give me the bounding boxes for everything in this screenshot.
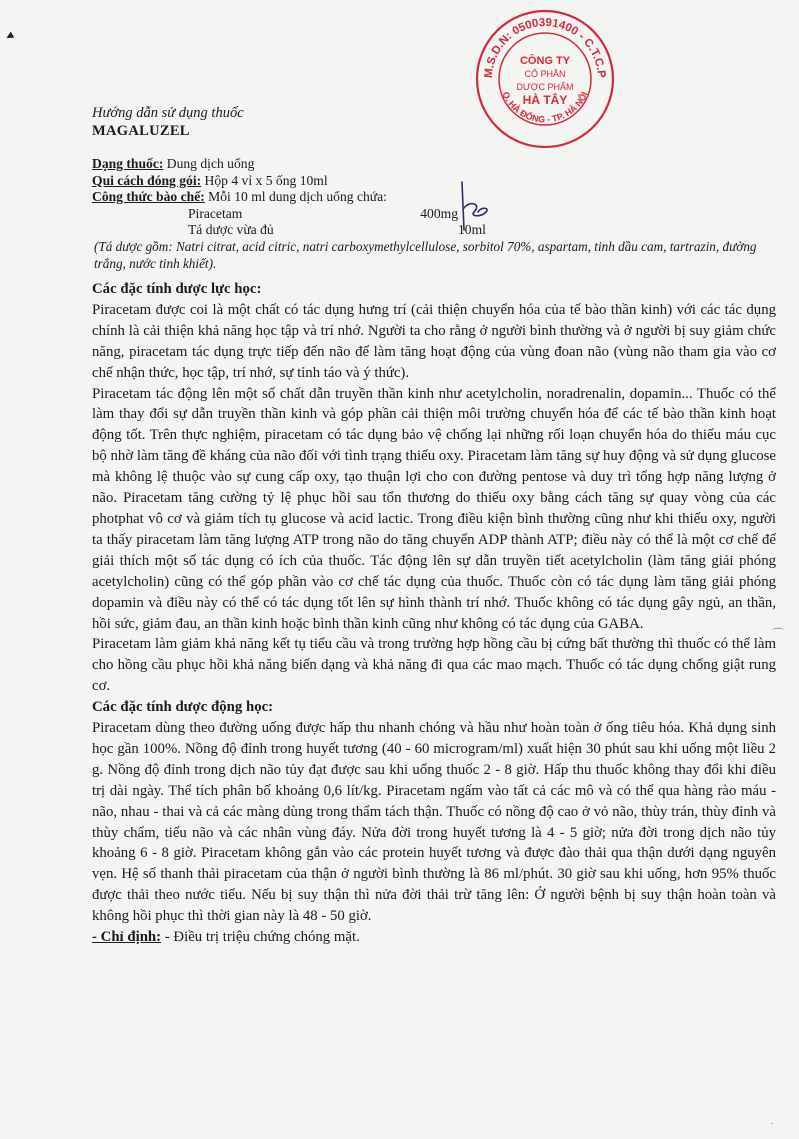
formula-row xyxy=(92,189,772,206)
packaging-row xyxy=(92,173,772,190)
indication-label: Chỉ định: xyxy=(100,929,162,946)
pharmacodynamics-heading: Các đặc tính dược lực học: xyxy=(92,281,262,297)
paragraph: Piracetam được coi là một chất có tác dụng hưng trí (cải thiện chuyển hóa của tế bào thần kinh) với các tác dụng chính là cải thiện khả năng học tập và trí nhớ. Người ta cho rằng ở người bình thường và ở người bị suy giảm chức năng, piracetam tác dụng trực tiếp đến não để làm tăng hoạt động của vùng đoan não (vùng não tham gia vào cơ chế nhận thức, học tập, trí nhớ, sự tỉnh táo và ý thức). xyxy=(92,301,776,381)
stamp-outer-text: M.S.D.N: 0500391400 - C.T.C.P xyxy=(482,16,608,79)
ingredient-amount: 10ml xyxy=(458,222,486,238)
paragraph: Piracetam làm giảm khả năng kết tụ tiểu cầu và trong trường hợp hồng cầu bị cứng bất thường thì thuốc có thể làm cho hồng cầu phục hồi khả năng biến dạng và khả năng đi qua các mao mạch. Thuốc có tác dụng chống giật rung cơ. xyxy=(92,636,776,695)
edge-mark: · xyxy=(770,1118,774,1130)
edge-mark: ⌒ xyxy=(772,627,785,641)
document-body xyxy=(92,279,776,948)
paragraph: Piracetam dùng theo đường uống được hấp thu nhanh chóng và hầu như hoàn toàn ở ống tiêu hóa. Khả dụng sinh học gần 100%. Nồng độ đỉnh trong huyết tương (40 - 60 microgram/ml) xuất hiện 30 phút sau khi uống một liều 2 g. Nồng độ đỉnh trong dịch não tủy đạt được sau khi uống thuốc 2 - 8 giờ. Hấp thu thuốc không thay đổi khi điều trị dài ngày. Thể tích phân bố khoảng 0,6 lít/kg. Piracetam ngấm vào tất cả các mô và có thể qua hàng rào máu - não, nhau - thai và cả các màng dùng trong thẩm tách thận. Thuốc có nồng độ cao ở vỏ não, thùy trán, thùy đỉnh và thùy chẩm, tiểu não và các nhân vùng đáy. Nửa đời trong huyết tương là 4 - 5 giờ; nửa đời trong dịch não tủy khoảng 6 - 8 giờ. Piracetam không gắn vào các protein huyết tương và được đào thải qua thận dưới dạng nguyên vẹn. Hệ số thanh thải piracetam của thận ở người bình thường là 86 ml/phút. 30 giờ sau khi uống, hơn 95% thuốc được thải theo nước tiểu. Nếu bị suy thận thì nửa đời thải trừ tăng lên: Ở người bệnh bị suy thận hoàn toàn và không hồi phục thì thời gian này là 48 - 50 giờ. xyxy=(92,720,776,925)
stamp-line-1: CÔNG TY xyxy=(519,55,571,67)
indication-prefix: - xyxy=(92,929,101,946)
stamp-line-4: HÀ TÂY xyxy=(522,93,568,107)
paragraph: Piracetam tác động lên một số chất dẫn truyền thần kinh như acetylcholin, noradrenalin, dopamin... Thuốc có thể làm thay đổi sự dẫn truyền thần kinh và góp phần cải thiện môi trường chuyển hóa để các tế bào thần kinh hoạt động tốt. Trên thực nghiệm, piracetam có tác dụng bảo vệ chống lại những rối loạn chuyển hóa do thiếu máu cục bộ nhờ làm tăng đề kháng của não đối với tình trạng thiếu oxy. Piracetam làm tăng sự huy động và sử dụng glucose mà không lệ thuộc vào sự cung cấp oxy, tạo thuận lợi cho con đường pentose và duy trì tổng hợp năng lượng ở não. Piracetam tăng cường tỷ lệ phục hồi sau tổn thương do thiếu oxy bằng cách tăng sự quay vòng của các photphat vô cơ và giảm tích tụ glucose và acid lactic. Trong điều kiện bình thường cũng như khi thiếu oxy, người ta thấy piracetam làm tăng lượng ATP trong não do tăng chuyển ADP thành ATP; điều này có thể là một cơ chế để giải thích một số tác dụng có ích của thuốc. Tác động lên sự dẫn truyền tiết acetylcholin (làm tăng giải phóng acetylcholin) cũng có thể góp phần vào cơ chế tác dụng của thuốc. Thuốc còn có tác dụng làm tăng giải phóng dopamin và điều này có thể có tác dụng tốt lên sự hình thành trí nhớ. Thuốc không có tác dụng gây ngủ, an thần, hồi sức, giảm đau, an thần kinh hoặc bình thần kinh cũng như không có tác dụng của GABA. xyxy=(92,385,776,632)
document-header xyxy=(92,104,244,140)
indication-value: - Điều trị triệu chứng chóng mặt. xyxy=(161,929,360,946)
dosage-form-label: Dạng thuốc: xyxy=(92,156,164,171)
company-stamp xyxy=(470,4,620,154)
ingredient-amount: 400mg xyxy=(420,205,458,221)
dosage-form-row xyxy=(92,156,772,173)
product-info xyxy=(92,156,772,272)
packaging-label: Qui cách đóng gói: xyxy=(92,172,202,188)
dosage-form-value: Dung dịch uống xyxy=(163,156,255,171)
indication-line xyxy=(92,927,776,948)
stamp-line-3: DƯỢC PHẨM xyxy=(516,82,574,92)
ingredient-name: Tá dược vừa đủ xyxy=(188,222,274,238)
excipients-note: (Tá dược gồm: Natri citrat, acid citric, natri carboxymethylcellulose, sorbitol 70%, aspartam, tinh dầu cam, tartrazin, đường trắng, nước tinh khiết). xyxy=(94,238,757,271)
stamp-line-2: CỔ PHẦN xyxy=(524,69,566,79)
ingredient-name: Piracetam xyxy=(188,205,243,221)
stamp-graphic xyxy=(470,4,620,154)
pharmacokinetics-heading: Các đặc tính dược động học: xyxy=(92,699,274,716)
formula-value: Mỗi 10 ml dung dịch uống chứa: xyxy=(204,189,387,205)
scan-mark: ◂ xyxy=(2,28,17,45)
stamp-bottom-text: Q. HÀ ĐÔNG - TP. HÀ NỘI xyxy=(500,89,590,125)
formula-label: Công thức bào chế: xyxy=(92,189,205,205)
ingredients-table xyxy=(188,206,772,239)
guide-title: Hướng dẫn sử dụng thuốc xyxy=(92,105,244,121)
product-name: MAGALUZEL xyxy=(92,123,190,139)
packaging-value: Hộp 4 vỉ x 5 ống 10ml xyxy=(201,172,328,188)
